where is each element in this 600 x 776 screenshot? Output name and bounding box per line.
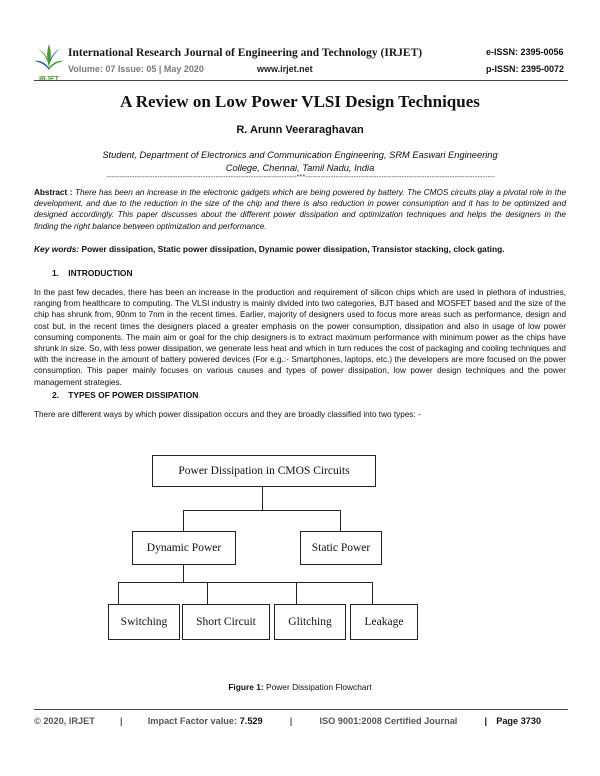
- section-heading-types: 2. TYPES OF POWER DISSIPATION: [52, 390, 199, 400]
- connector-root-down: [262, 486, 263, 510]
- dynamic-power-box: Dynamic Power: [132, 531, 236, 565]
- keywords-text: Power dissipation, Static power dissipation, Dynamic power dissipation, Transistor stacking, clock gating.: [81, 244, 505, 254]
- author-name: R. Arunn Veeraraghavan: [236, 124, 364, 136]
- footer-separator: |: [484, 716, 488, 726]
- journal-logo: [33, 42, 65, 83]
- connector-to-dynamic: [183, 510, 184, 531]
- flowchart-root-box: Power Dissipation in CMOS Circuits: [152, 455, 376, 487]
- author-affiliation: [60, 149, 540, 175]
- static-power-box: Static Power: [300, 531, 382, 565]
- glitching-box: Glitching: [274, 604, 346, 640]
- figure-label: Figure 1:: [228, 682, 264, 692]
- logo-text: IRJET: [39, 76, 59, 83]
- p-issn: p-ISSN: 2395-0072: [486, 64, 565, 74]
- connector-to-switching: [118, 582, 119, 604]
- volume-issue: Volume: 07 Issue: 05 | May 2020: [68, 64, 204, 74]
- footer-iso: ISO 9001:2008 Certified Journal: [319, 716, 458, 726]
- types-intro-text: There are different ways by which power dissipation occurs and they are broadly classified into two types: -: [34, 410, 421, 419]
- connector-to-short-circuit: [207, 582, 208, 604]
- connector-to-glitching: [296, 582, 297, 604]
- journal-title: International Research Journal of Engineering and Technology (IRJET): [68, 47, 423, 59]
- page-footer: [34, 716, 568, 726]
- connector-to-leakage: [372, 582, 373, 604]
- footer-separator: |: [289, 716, 293, 726]
- footer-divider: [34, 709, 568, 710]
- leakage-box: Leakage: [350, 604, 418, 640]
- abstract-label: Abstract :: [34, 188, 73, 197]
- logo-leaf-icon: [33, 42, 65, 72]
- paper-title: A Review on Low Power VLSI Design Techniques: [120, 92, 480, 111]
- figure-caption: [0, 682, 600, 692]
- keywords-label: Key words:: [34, 244, 80, 254]
- footer-separator: |: [120, 716, 123, 726]
- figure-caption-text: Power Dissipation Flowchart: [266, 682, 372, 692]
- e-issn: e-ISSN: 2395-0056: [486, 47, 564, 57]
- separator-line: ---------------------------------------------------------------------------***---------------------------------------------------------------------------: [106, 174, 496, 181]
- journal-website[interactable]: www.irjet.net: [257, 64, 313, 74]
- abstract-text: There has been an increase in the electronic gadgets which are being powered by battery. The CMOS circuits play a pivotal role in the development, and due to the reduction in the size of the chip and there is also reduction in power consumption and it has to be optimized and designed accordingly. This paper discusses about the different power dissipation and optimization techniques and helps the designers in the finding the right balance between optimization and performance.: [34, 188, 567, 231]
- section-heading-introduction: 1. INTRODUCTION: [52, 268, 133, 278]
- footer-impact-label: Impact Factor value:: [147, 716, 238, 726]
- introduction-text: In the past few decades, there has been an increase in the production and requirement of silicon chips which are used in plethora of industries, ranging from healthcare to computing. The VLSI industry is mainly divided into two categories, BJT based and MOSFET based and the size of the chip has shrunk from, 90nm to 7nm in the recent times. Earlier, majority of designers used to focus more areas such as performance, design and cost but, in the recent times the designers placed a greater emphasis on the power consumption, dissipation and also in usage of low power consuming components. The main aim or goal for the chip designers is to extract maximum performance with minimum power as the chips have shrunk in size. So, with less power dissipation, we generate less heat and which in turn reduces the cost of packaging and cooling techniques and with the increase in the amount of battery powered devices (For e.g.:- Smartphones, laptops, etc.) the developers are more focused on the power consumption. This paper mainly focuses on various causes and types of power dissipation, low power design techniques and the power management strategies.: [34, 288, 566, 387]
- switching-box: Switching: [108, 604, 180, 640]
- connector-level1-horizontal: [183, 510, 341, 511]
- connector-dynamic-down: [183, 564, 184, 582]
- connector-level2-horizontal: [118, 582, 372, 583]
- keywords: [34, 244, 566, 255]
- footer-page-number: Page 3730: [496, 716, 542, 726]
- affiliation-line-2: College, Chennai, Tamil Nadu, India: [225, 163, 375, 173]
- footer-copyright: © 2020, IRJET: [34, 716, 95, 726]
- header-divider: [34, 80, 568, 81]
- footer-impact-value: 7.529: [239, 716, 263, 726]
- short-circuit-box: Short Circuit: [182, 604, 270, 640]
- abstract: [34, 187, 566, 232]
- affiliation-line-1: Student, Department of Electronics and Communication Engineering, SRM Easwari Engineering: [102, 150, 498, 160]
- connector-to-static: [340, 510, 341, 531]
